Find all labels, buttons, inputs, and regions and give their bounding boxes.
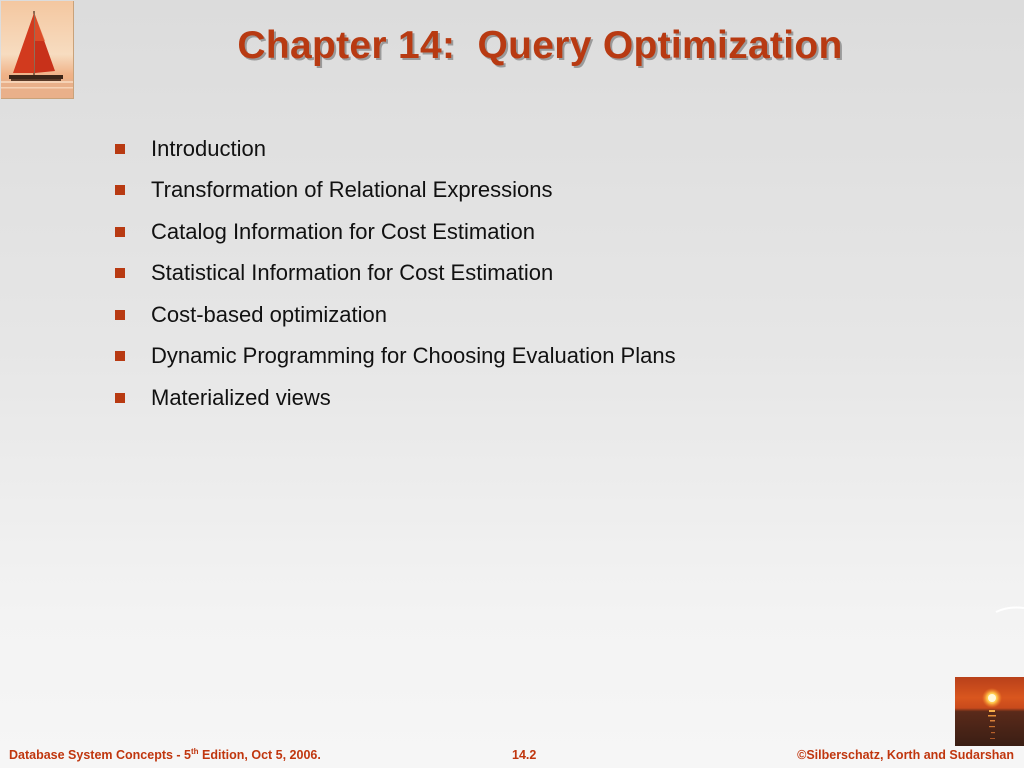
square-bullet-icon [115, 227, 125, 237]
square-bullet-icon [115, 393, 125, 403]
slide-title: Chapter 14: Query Optimization [237, 24, 843, 67]
sunset-logo-icon [955, 677, 1024, 746]
bullet-item [115, 211, 676, 253]
square-bullet-icon [115, 351, 125, 361]
bullet-text: Materialized views [151, 384, 331, 410]
square-bullet-icon [115, 310, 125, 320]
footer-book-edition [9, 748, 321, 762]
bullet-item [115, 377, 676, 419]
slide-footer [0, 746, 1024, 768]
bullet-text: Statistical Information for Cost Estimation [151, 260, 554, 286]
bullet-item [115, 336, 676, 378]
bullet-text: Dynamic Programming for Choosing Evaluation Plans [151, 343, 676, 369]
bullet-item [115, 128, 676, 170]
bullet-item [115, 253, 676, 295]
bullet-text: Cost-based optimization [151, 301, 388, 327]
footer-copyright: ©Silberschatz, Korth and Sudarshan [797, 748, 1014, 762]
footer-page-number: 14.2 [512, 748, 537, 762]
bullet-list [115, 128, 676, 419]
bullet-text: Introduction [151, 135, 266, 161]
footer-edition-prefix: Database System Concepts - 5 [9, 748, 192, 762]
bullet-text: Transformation of Relational Expressions [151, 177, 553, 203]
square-bullet-icon [115, 268, 125, 278]
decorative-swoosh [994, 606, 1024, 614]
sunset-image [955, 677, 1024, 746]
bullet-item [115, 294, 676, 336]
bullet-item [115, 170, 676, 212]
footer-edition-suffix: Edition, Oct 5, 2006. [198, 748, 321, 762]
square-bullet-icon [115, 185, 125, 195]
bullet-text: Catalog Information for Cost Estimation [151, 218, 535, 244]
square-bullet-icon [115, 144, 125, 154]
footer-edition-superscript: th [191, 747, 199, 756]
